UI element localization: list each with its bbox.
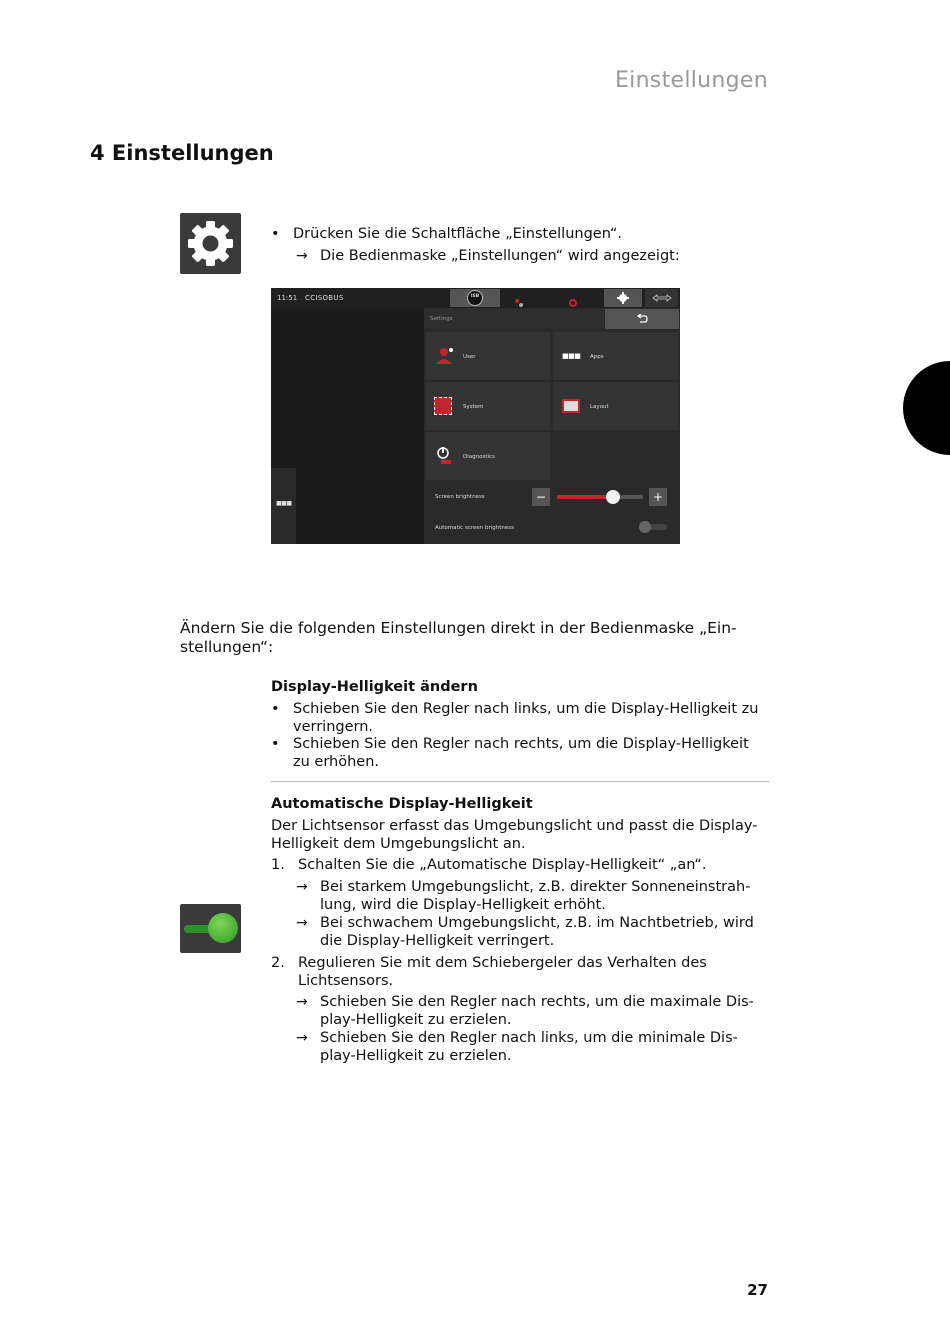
step-2-line-1: Regulieren Sie mit dem Schiebergeler das Verhalten des: [298, 955, 707, 971]
tab-swap[interactable]: [645, 289, 678, 307]
auto-brightness-toggle-knob: [639, 521, 651, 533]
tab-settings-gear-icon: [617, 292, 629, 304]
step-2-result-1-line-2: play-Helligkeit zu erzielen.: [320, 1012, 512, 1028]
tile-user-label: User: [463, 354, 476, 360]
step-1-number: 1.: [271, 857, 285, 873]
step-2-result-2-line-1: Schieben Sie den Regler nach links, um die minimale Dis-: [320, 1030, 738, 1046]
tab-isb-label: ISB: [470, 294, 480, 299]
tile-user[interactable]: [426, 332, 550, 380]
section2-description: [271, 817, 757, 853]
bullet-symbol: •: [271, 226, 280, 242]
arrow-symbol: →: [296, 248, 308, 264]
tile-layout-label: Layout: [590, 404, 609, 410]
page-number: 27: [747, 1281, 768, 1299]
settings-gear-icon: [180, 213, 241, 274]
lead-line-1: Ändern Sie die folgenden Einstellungen direkt in der Bedienmaske „Ein-: [180, 619, 737, 637]
intro-step: [271, 225, 622, 243]
step-2-result-1: [296, 993, 754, 1029]
arrow-symbol: →: [296, 1030, 308, 1046]
intro-step-text: Drücken Sie die Schaltfläche „Einstellungen“.: [293, 226, 622, 242]
layout-icon: [562, 399, 580, 413]
apps-grid-icon[interactable]: ■■■: [276, 500, 292, 507]
left-app-dock[interactable]: [271, 468, 296, 544]
step-2-line-2: Lichtsensors.: [298, 973, 394, 989]
running-header-title: Einstellungen: [614, 68, 768, 93]
auto-brightness-toggle[interactable]: [641, 524, 667, 530]
step-1-result-1: [296, 878, 751, 914]
section1-bullet-2-line-1: Schieben Sie den Regler nach rechts, um die Display-Helligkeit: [293, 736, 749, 752]
section2-desc-line-2: Helligkeit dem Umgebungslicht an.: [271, 836, 526, 852]
step-2-result-1-line-1: Schieben Sie den Regler nach rechts, um die maximale Dis-: [320, 994, 754, 1010]
step-1-result-1-line-1: Bei starkem Umgebungslicht, z.B. direkter Sonneneinstrah-: [320, 879, 751, 895]
toggle-on-icon: [180, 904, 241, 953]
brightness-label: Screen brightness: [435, 494, 485, 500]
chapter-thumb-tab: [903, 361, 950, 455]
diagnostics-icon: [435, 446, 455, 466]
tab-settings[interactable]: [604, 289, 642, 307]
section1-bullet-1: [271, 700, 759, 736]
settings-title: Settings: [430, 316, 453, 322]
tab-isb[interactable]: [450, 289, 500, 307]
brightness-minus-button[interactable]: [532, 488, 550, 506]
arrow-symbol: →: [296, 915, 308, 931]
tile-apps-label: Apps: [590, 354, 604, 360]
section1-bullet-2: [271, 735, 749, 771]
tile-diagnostics-label: Diagnostics: [463, 454, 495, 460]
section1-bullet-2-line-2: zu erhöhen.: [293, 754, 380, 770]
section2-step-2: [271, 954, 707, 990]
section-divider: [271, 781, 769, 782]
section2-step-1: [271, 856, 707, 874]
tab-camera-icon[interactable]: [568, 293, 578, 303]
tile-diagnostics[interactable]: [426, 432, 550, 480]
intro-result: [296, 247, 680, 265]
swap-arrows-icon: [652, 294, 672, 302]
step-1-result-2-line-2: die Display-Helligkeit verringert.: [320, 933, 555, 949]
section2-heading: Automatische Display-Helligkeit: [271, 796, 533, 812]
settings-title-bar: [424, 309, 604, 329]
auto-brightness-label: Automatic screen brightness: [435, 525, 515, 531]
tile-system-label: System: [463, 404, 484, 410]
apps-icon: ■■■: [562, 352, 581, 360]
brightness-slider-thumb[interactable]: [606, 490, 620, 504]
screenshot-time: 11:51: [277, 294, 298, 302]
step-2-result-2: [296, 1029, 738, 1065]
minus-label: −: [535, 490, 547, 504]
chapter-title: 4 Einstellungen: [90, 141, 274, 165]
back-arrow-icon: [636, 314, 648, 324]
section1-bullet-1-line-1: Schieben Sie den Regler nach links, um die Display-Helligkeit zu: [293, 701, 759, 717]
bullet-symbol: •: [271, 736, 280, 752]
step-1-result-1-line-2: lung, wird die Display-Helligkeit erhöht.: [320, 897, 606, 913]
step-1-result-2: [296, 914, 754, 950]
step-1-result-2-line-1: Bei schwachem Umgebungslicht, z.B. im Nachtbetrieb, wird: [320, 915, 754, 931]
step-1-text: Schalten Sie die „Automatische Display-Helligkeit“ „an“.: [298, 857, 707, 873]
screenshot-brand: CCISOBUS: [305, 294, 344, 302]
lead-line-2: stellungen“:: [180, 638, 274, 656]
brightness-slider-track[interactable]: [557, 495, 643, 499]
arrow-symbol: →: [296, 879, 308, 895]
bullet-symbol: •: [271, 701, 280, 717]
lead-paragraph: [180, 619, 737, 657]
intro-result-text: Die Bedienmaske „Einstellungen“ wird angezeigt:: [320, 248, 680, 264]
plus-label: +: [652, 490, 664, 504]
section1-bullet-1-line-2: verringern.: [293, 719, 374, 735]
settings-screenshot: [271, 288, 680, 544]
brightness-slider-fill: [557, 495, 613, 499]
brightness-plus-button[interactable]: [649, 488, 667, 506]
chip-icon: [434, 397, 452, 415]
step-2-result-2-line-2: play-Helligkeit zu erzielen.: [320, 1048, 512, 1064]
tile-apps[interactable]: [553, 332, 678, 380]
user-icon: [434, 346, 456, 366]
step-2-number: 2.: [271, 955, 285, 971]
tab-tractor-icon[interactable]: [514, 293, 524, 303]
arrow-symbol: →: [296, 994, 308, 1010]
section1-heading: Display-Helligkeit ändern: [271, 679, 478, 695]
back-button[interactable]: [605, 309, 679, 329]
tile-system[interactable]: [426, 382, 550, 430]
tile-layout[interactable]: [553, 382, 678, 430]
section2-desc-line-1: Der Lichtsensor erfasst das Umgebungslicht und passt die Display-: [271, 818, 758, 834]
